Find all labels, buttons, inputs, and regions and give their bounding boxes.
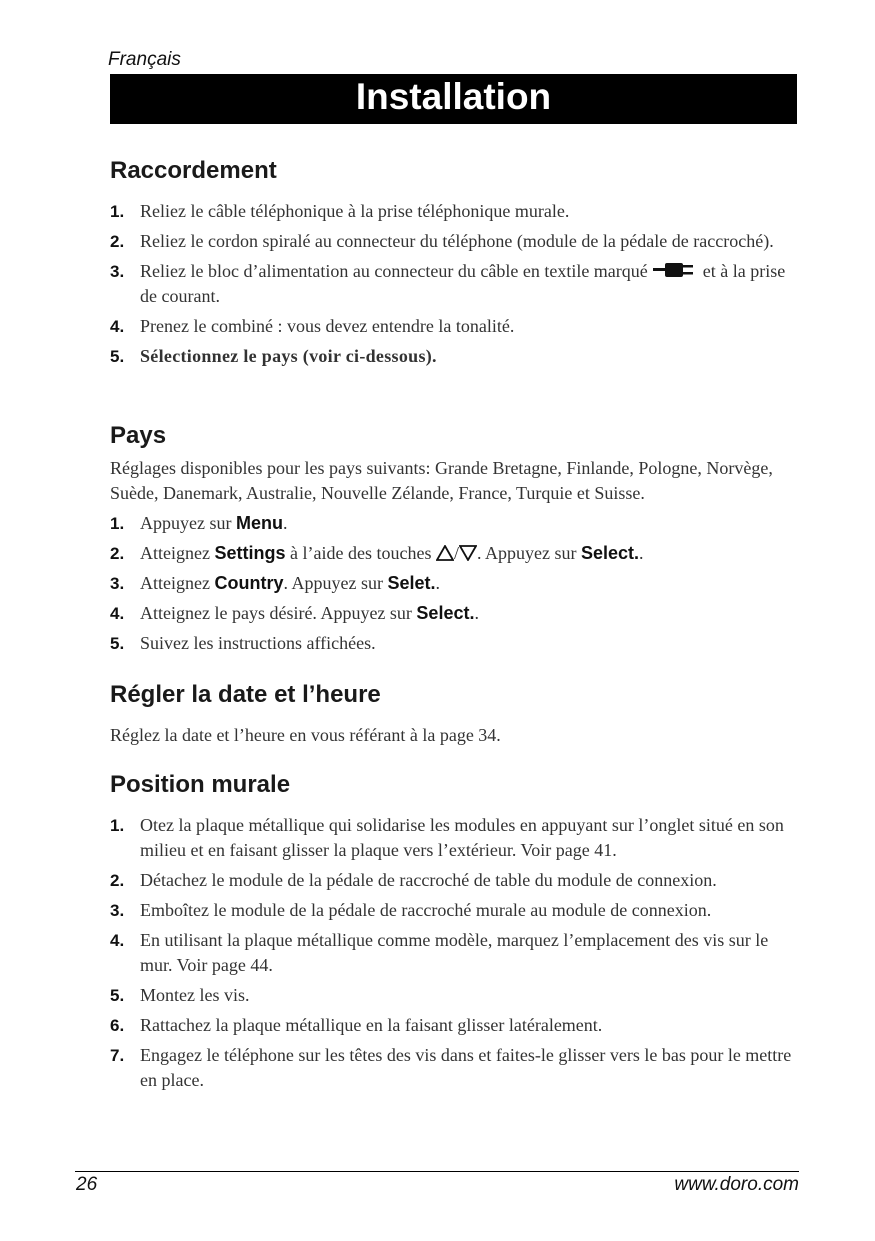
step-text: Reliez le cordon spiralé au connecteur du téléphone (module de la pédale de raccroché). bbox=[140, 231, 774, 251]
up-arrow-icon bbox=[436, 545, 454, 561]
list-item bbox=[110, 813, 800, 863]
list-item bbox=[110, 229, 800, 254]
step-text: Suivez les instructions affichées. bbox=[140, 633, 376, 653]
step-number: 6. bbox=[110, 1016, 125, 1035]
list-item bbox=[110, 928, 800, 978]
step-number: 4. bbox=[110, 931, 125, 950]
step-text: . bbox=[474, 603, 479, 623]
step-text: Appuyez sur bbox=[140, 513, 236, 533]
list-item bbox=[110, 983, 800, 1008]
step-text: Emboîtez le module de la pédale de raccroché murale au module de connexion. bbox=[140, 900, 712, 920]
page-number: 26 bbox=[76, 1174, 98, 1195]
list-item bbox=[110, 601, 800, 626]
list-item bbox=[110, 344, 800, 369]
language-label: Français bbox=[108, 49, 181, 70]
section-heading-pays: Pays bbox=[110, 422, 167, 449]
footer-divider bbox=[75, 1171, 799, 1172]
country-key-label: Country bbox=[214, 573, 284, 593]
menu-key-label: Menu bbox=[235, 513, 283, 533]
step-text: Prenez le combiné : vous devez entendre la tonalité. bbox=[140, 316, 515, 336]
list-item bbox=[110, 199, 800, 224]
step-number: 3. bbox=[110, 262, 125, 281]
select-key-label: Selet. bbox=[387, 573, 436, 593]
step-number: 1. bbox=[110, 816, 125, 835]
section-heading-date: Régler la date et l’heure bbox=[110, 681, 381, 708]
step-number: 5. bbox=[110, 986, 125, 1005]
pays-steps bbox=[110, 511, 800, 661]
step-text: et à la prise de courant. bbox=[140, 261, 786, 306]
step-text: Atteignez le pays désiré. Appuyez sur bbox=[140, 603, 417, 623]
step-number: 2. bbox=[110, 544, 125, 563]
step-text: . bbox=[282, 513, 288, 533]
step-text: . Appuyez sur bbox=[476, 543, 581, 563]
step-text: . bbox=[639, 543, 644, 563]
step-text: . Appuyez sur bbox=[283, 573, 388, 593]
step-text: Engagez le téléphone sur les têtes des vis dans et faites-le glisser vers le bas pour le mettre en place. bbox=[140, 1045, 792, 1090]
down-arrow-icon bbox=[459, 545, 477, 561]
step-text: Reliez le bloc d’alimentation au connecteur du câble en textile marqué bbox=[140, 261, 648, 281]
step-number: 3. bbox=[110, 901, 125, 920]
step-number: 2. bbox=[110, 232, 125, 251]
raccordement-steps bbox=[110, 199, 800, 374]
step-text: Montez les vis. bbox=[140, 985, 250, 1005]
step-number: 2. bbox=[110, 871, 125, 890]
select-key-label: Select. bbox=[416, 603, 475, 623]
website-link[interactable]: www.doro.com bbox=[674, 1174, 799, 1195]
step-number: 7. bbox=[110, 1046, 125, 1065]
list-item bbox=[110, 314, 800, 339]
step-text: Détachez le module de la pédale de raccroché de table du module de connexion. bbox=[140, 870, 717, 890]
step-number: 5. bbox=[110, 347, 125, 366]
step-text: . bbox=[435, 573, 440, 593]
murale-steps bbox=[110, 813, 800, 1098]
list-item bbox=[110, 511, 800, 536]
separator: / bbox=[453, 543, 459, 563]
date-text: Réglez la date et l’heure en vous référant à la page 34. bbox=[110, 725, 501, 745]
step-text: Atteignez bbox=[140, 573, 215, 593]
step-number: 3. bbox=[110, 574, 125, 593]
list-item bbox=[110, 1043, 800, 1093]
step-number: 4. bbox=[110, 604, 125, 623]
list-item bbox=[110, 898, 800, 923]
step-text: Atteignez bbox=[140, 543, 215, 563]
list-item bbox=[110, 571, 800, 596]
list-item bbox=[110, 541, 800, 566]
step-text: à l’aide des touches bbox=[285, 543, 436, 563]
step-number: 4. bbox=[110, 317, 125, 336]
step-number: 5. bbox=[110, 634, 125, 653]
step-text: Rattachez la plaque métallique en la faisant glisser latéralement. bbox=[140, 1015, 603, 1035]
step-text: Sélectionnez le pays (voir ci-dessous). bbox=[140, 346, 437, 366]
section-heading-raccordement: Raccordement bbox=[110, 157, 277, 184]
list-item bbox=[110, 631, 800, 656]
list-item bbox=[110, 868, 800, 893]
step-number: 1. bbox=[110, 202, 125, 221]
list-item bbox=[110, 259, 800, 309]
section-heading-murale: Position murale bbox=[110, 771, 291, 798]
page-title: Installation bbox=[110, 74, 797, 124]
step-text: Reliez le câble téléphonique à la prise téléphonique murale. bbox=[140, 201, 570, 221]
step-text: Otez la plaque métallique qui solidarise les modules en appuyant sur l’onglet situé en son milieu et en faisant glisser la plaque vers l’extérieur. Voir page 41. bbox=[140, 815, 784, 860]
power-connector-icon bbox=[652, 261, 698, 279]
list-item bbox=[110, 1013, 800, 1038]
step-number: 1. bbox=[110, 514, 125, 533]
settings-key-label: Settings bbox=[214, 543, 286, 563]
step-text: En utilisant la plaque métallique comme modèle, marquez l’emplacement des vis sur le mur. Voir page 44. bbox=[140, 930, 769, 975]
pays-intro: Réglages disponibles pour les pays suivants: Grande Bretagne, Finlande, Pologne, Norvège, Suède, Danemark, Australie, Nouvelle Zélande, France, Turquie et Suisse. bbox=[110, 458, 773, 503]
select-key-label: Select. bbox=[580, 543, 639, 563]
